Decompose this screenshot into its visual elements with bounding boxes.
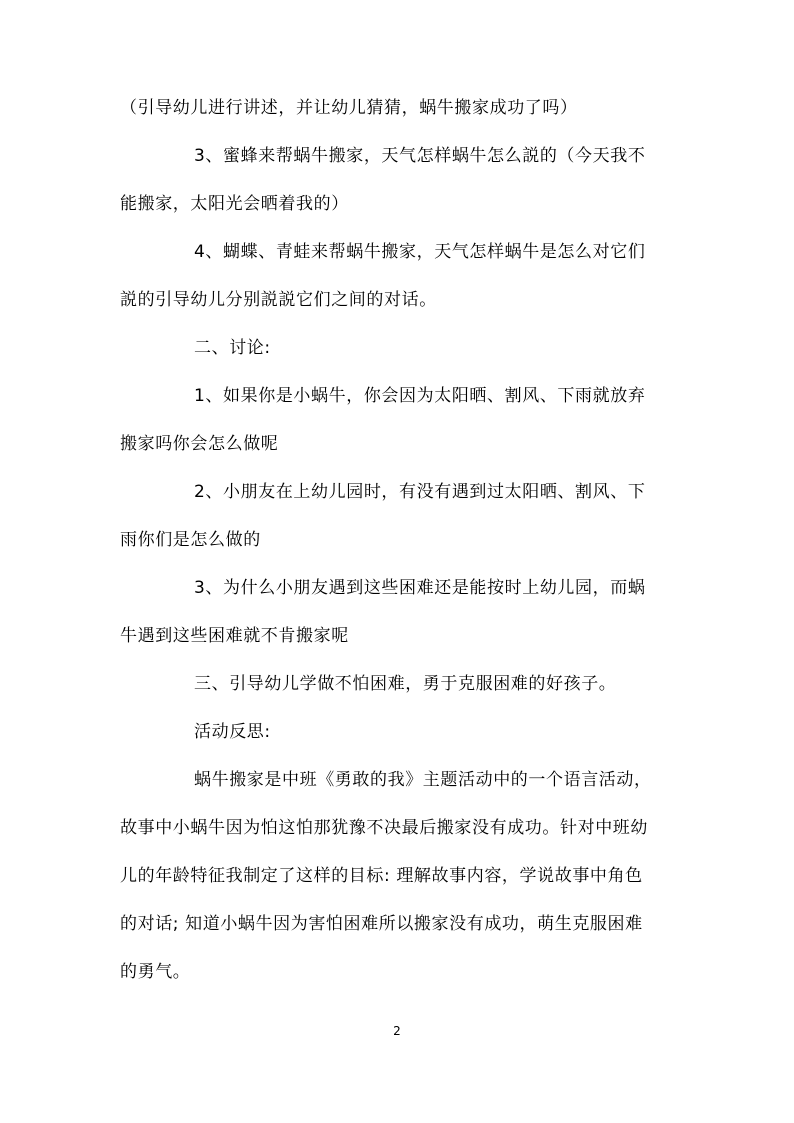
text-line: 儿的年龄特征我制定了这样的目标: 理解故事内容，学说故事中角色 (120, 866, 643, 886)
text-line: 能搬家，太阳光会晒着我的） (120, 194, 349, 214)
text-line: 牛遇到这些困难就不肯搬家呢 (120, 626, 349, 646)
text-line: （引导幼儿进行讲述，并让幼儿猜猜，蜗牛搬家成功了吗） (120, 98, 578, 118)
text-line: 的对话; 知道小蜗牛因为害怕困难所以搬家没有成功，萌生克服困难 (120, 914, 643, 934)
text-line: 1、如果你是小蜗牛，你会因为太阳晒、割风、下雨就放弃 (194, 386, 646, 406)
text-line: 2、小朋友在上幼儿园时，有没有遇到过太阳晒、割风、下 (194, 482, 646, 502)
text-line: 的勇气。 (120, 962, 191, 982)
section-heading: 活动反思: (194, 722, 271, 742)
text-line: 4、蝴蝶、青蛙来帮蜗牛搬家，天气怎样蜗牛是怎么对它们 (194, 242, 646, 262)
text-line: 雨你们是怎么做的 (120, 530, 261, 550)
text-line: 3、蜜蜂来帮蜗牛搬家，天气怎样蜗牛怎么説的（今天我不 (194, 146, 646, 166)
text-line: 蜗牛搬家是中班《勇敢的我》主题活动中的一个语言活动， (194, 770, 652, 790)
text-line: 3、为什么小朋友遇到这些困难还是能按时上幼儿园，而蜗 (194, 578, 646, 598)
section-heading: 二、讨论: (194, 338, 271, 358)
text-line: 搬家吗你会怎么做呢 (120, 434, 279, 454)
text-line: 故事中小蜗牛因为怕这怕那犹豫不决最后搬家没有成功。针对中班幼 (120, 818, 648, 838)
document-body (120, 84, 676, 996)
text-line: 説的引导幼儿分别説説它们之间的对话。 (120, 290, 437, 310)
page-number: 2 (393, 1024, 401, 1038)
section-heading: 三、引导幼儿学做不怕困难，勇于克服困难的好孩子。 (194, 674, 617, 694)
